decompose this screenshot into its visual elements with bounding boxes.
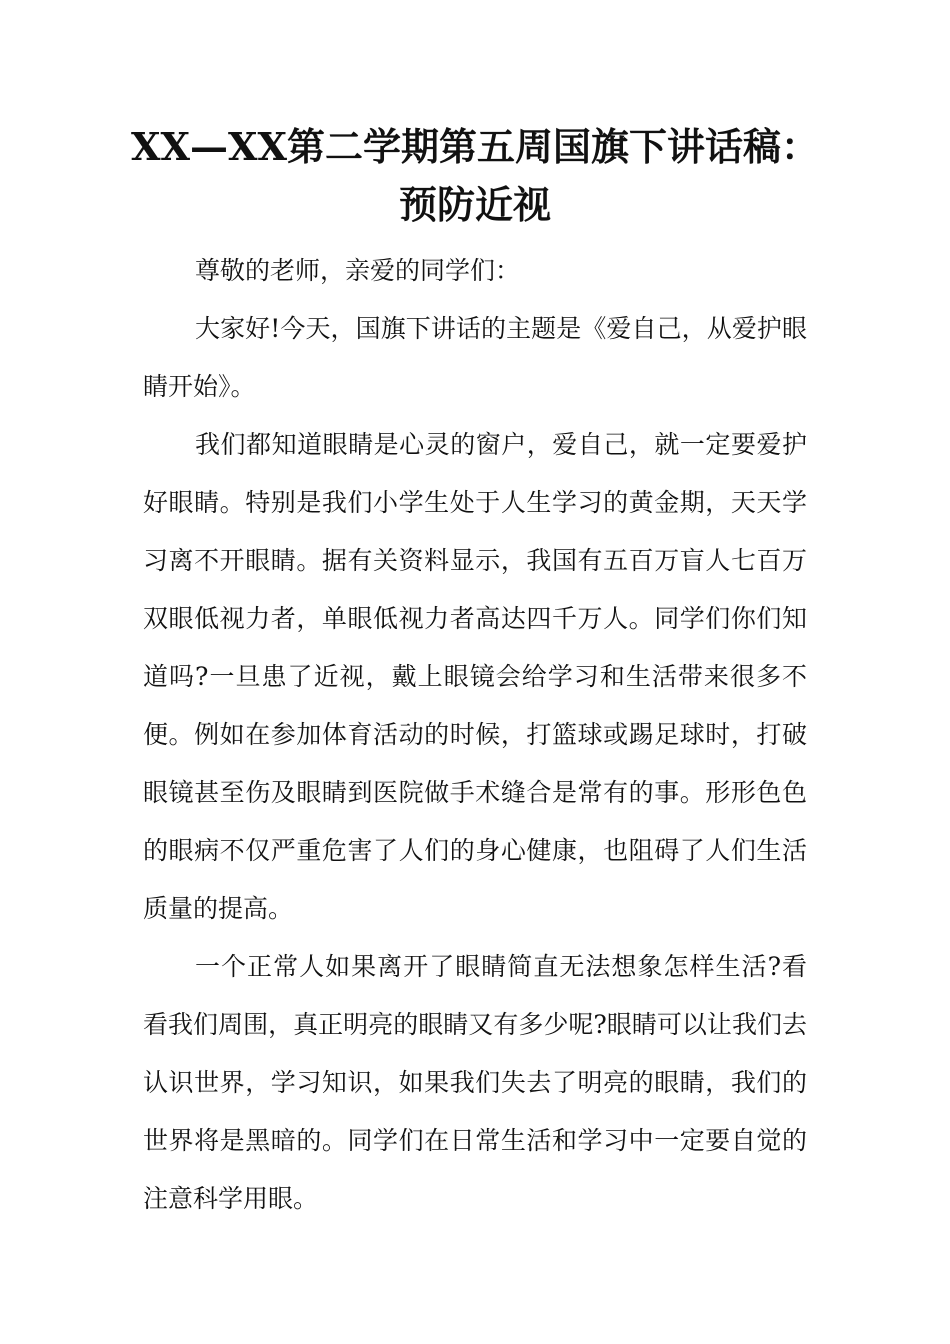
document-title (130, 118, 820, 234)
title-line-2: 预防近视 (398, 182, 551, 227)
document-body (143, 242, 807, 1228)
paragraph-greeting: 尊敬的老师，亲爱的同学们： (195, 256, 521, 285)
paragraph-intro: 大家好!今天，国旗下讲话的主题是《爱自己，从爱护眼睛开始》。 (143, 314, 807, 401)
paragraph-conclusion: 一个正常人如果离开了眼睛简直无法想象怎样生活?看看我们周围，真正明亮的眼睛又有多少呢?眼睛可以让我们去认识世界，学习知识，如果我们失去了明亮的眼睛，我们的世界将是黑暗的。同学们在日常生活和学习中一定要自觉的注意科学用眼。 (143, 952, 807, 1213)
title-line-1: XX—XX第二学期第五周国旗下讲话稿： (131, 124, 819, 169)
paragraph-eyes-importance: 我们都知道眼睛是心灵的窗户，爱自己，就一定要爱护好眼睛。特别是我们小学生处于人生学习的黄金期，天天学习离不开眼睛。据有关资料显示，我国有五百万盲人七百万双眼低视力者，单眼低视力者高达四千万人。同学们你们知道吗?一旦患了近视，戴上眼镜会给学习和生活带来很多不便。例如在参加体育活动的时候，打篮球或踢足球时，打破眼镜甚至伤及眼睛到医院做手术缝合是常有的事。形形色色的眼病不仅严重危害了人们的身心健康，也阻碍了人们生活质量的提高。 (143, 430, 807, 923)
